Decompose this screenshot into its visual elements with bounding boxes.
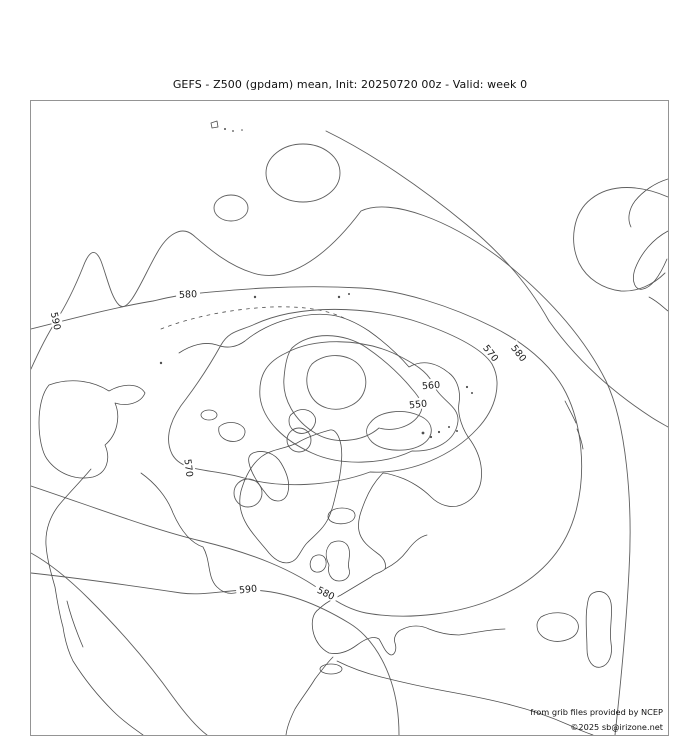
contour-line <box>31 573 399 735</box>
coastline <box>241 129 243 131</box>
coastline <box>201 410 217 420</box>
coastline <box>430 436 432 438</box>
svg-text:560: 560 <box>421 379 441 393</box>
coastline <box>586 591 611 667</box>
coastline <box>466 386 468 388</box>
coastline <box>348 293 350 295</box>
svg-text:570: 570 <box>181 458 195 478</box>
coastline <box>629 179 668 227</box>
coastline <box>471 392 473 394</box>
contour-line <box>214 195 248 221</box>
contour-line <box>234 479 262 507</box>
coastline <box>232 130 234 132</box>
coastline <box>448 426 450 428</box>
contour-line <box>366 412 431 451</box>
chart-title: GEFS - Z500 (gpdam) mean, Init: 20250720 00z - Valid: week 0 <box>172 78 528 91</box>
coastline <box>438 431 440 433</box>
coastline <box>649 297 668 311</box>
contour-line <box>307 356 366 410</box>
coastline <box>240 430 342 563</box>
weather-map <box>31 101 668 735</box>
coastline <box>320 664 342 674</box>
attribution-line2: ©2025 sb@irizone.net <box>570 722 663 732</box>
contour-line <box>574 188 668 292</box>
coastline <box>249 451 289 501</box>
contour-label <box>506 340 531 367</box>
coastline <box>328 508 355 524</box>
coastline <box>161 307 346 329</box>
svg-text:590: 590 <box>47 311 63 332</box>
coastline <box>224 128 226 130</box>
coastline <box>338 296 340 298</box>
contour-line <box>31 553 207 735</box>
coastline <box>67 601 83 647</box>
coastline <box>219 423 245 442</box>
coastline <box>537 613 578 642</box>
contour-label <box>181 455 196 480</box>
coastline <box>422 432 425 435</box>
contour-line <box>31 287 582 616</box>
contour-line <box>31 207 630 735</box>
attribution-line1: from grib files provided by NCEP <box>530 707 663 717</box>
svg-text:590: 590 <box>238 583 258 597</box>
svg-text:580: 580 <box>178 289 198 301</box>
contour-line <box>287 428 311 452</box>
contour-label <box>176 287 201 301</box>
coastline <box>141 473 246 593</box>
map-frame <box>30 100 669 736</box>
coastline <box>310 555 326 572</box>
contour-line <box>266 144 340 202</box>
coastline <box>456 430 458 432</box>
coastline <box>254 296 256 298</box>
coastlines <box>39 121 668 735</box>
coastline <box>289 410 316 434</box>
svg-text:550: 550 <box>408 398 428 412</box>
coastline <box>286 657 333 735</box>
contour-label <box>235 582 260 597</box>
coastline <box>337 661 593 735</box>
coastline <box>211 121 218 128</box>
coastline <box>160 362 162 364</box>
contour-label <box>419 378 444 393</box>
svg-text:570: 570 <box>480 343 501 365</box>
svg-text:580: 580 <box>508 343 529 365</box>
coastline <box>385 535 427 569</box>
contour-label <box>405 397 430 412</box>
contour-label <box>312 582 339 604</box>
coastline <box>39 381 145 478</box>
coastline <box>46 469 143 735</box>
svg-text:580: 580 <box>314 584 337 603</box>
coastline <box>633 231 668 289</box>
contour-line <box>284 336 422 441</box>
coastline <box>326 541 349 581</box>
contour-lines <box>31 131 668 735</box>
